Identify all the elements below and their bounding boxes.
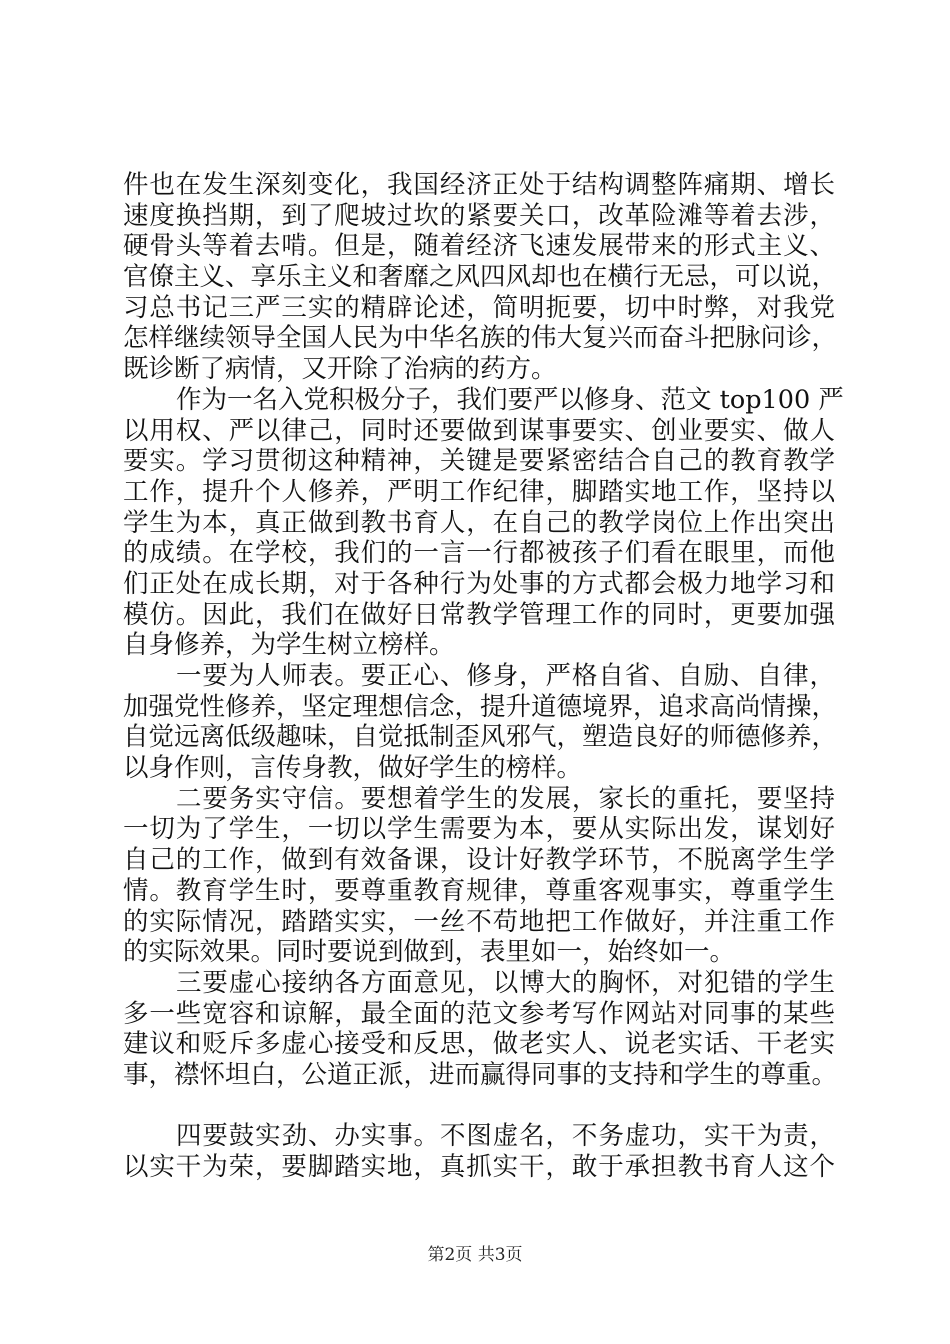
text-line: 习总书记三严三实的精辟论述，简明扼要，切中时弊，对我党 <box>123 292 835 323</box>
text-line: 硬骨头等着去啃。但是，随着经济飞速发展带来的形式主义、 <box>123 231 835 262</box>
document-body <box>123 170 844 1183</box>
text-line: 建议和贬斥多虚心接受和反思，做老实人、说老实话、干老实 <box>123 1029 835 1060</box>
text-line: 的实际情况，踏踏实实，一丝不苟地把工作做好，并注重工作 <box>123 906 835 937</box>
text-line: 二要务实守信。要想着学生的发展，家长的重托，要坚持 <box>176 783 835 814</box>
text-line: 一要为人师表。要正心、修身，严格自省、自励、自律， <box>176 661 835 691</box>
page-footer: 第2页 共3页 <box>427 1245 523 1265</box>
text-line: 自觉远离低级趣味，自觉抵制歪风邪气，塑造良好的师德修养， <box>123 722 838 753</box>
text-line: 的实际效果。同时要说到做到，表里如一，始终如一。 <box>123 937 736 968</box>
text-line: 以用权、严以律己，同时还要做到谋事要实、创业要实、做人 <box>123 415 835 446</box>
text-line: 们正处在成长期，对于各种行为处事的方式都会极力地学习和 <box>123 568 835 599</box>
text-line: 学生为本，真正做到教书育人，在自己的教学岗位上作出突出 <box>123 507 835 538</box>
text-line: 以实干为荣，要脚踏实地，真抓实干，敢于承担教书育人这个 <box>123 1152 835 1182</box>
blank-line <box>123 1091 835 1122</box>
text-line: 既诊断了病情，又开除了治病的药方。 <box>123 354 557 385</box>
text-line: 以身作则，言传身教，做好学生的榜样。 <box>123 753 583 784</box>
text-line: 自己的工作，做到有效备课，设计好教学环节，不脱离学生学 <box>123 845 835 876</box>
text-line: 速度换挡期，到了爬坡过坎的紧要关口，改革险滩等着去涉， <box>123 200 835 231</box>
text-line: 模仿。因此，我们在做好日常教学管理工作的同时，更要加强 <box>123 599 835 630</box>
text-line: 自身修养，为学生树立榜样。 <box>123 630 455 661</box>
text-line: 要实。学习贯彻这种精神，关键是要紧密结合自己的教育教学 <box>123 446 835 477</box>
text-line: 件也在发生深刻变化，我国经济正处于结构调整阵痛期、增长 <box>123 170 835 200</box>
text-line: 官僚主义、享乐主义和奢靡之风四风却也在横行无忌，可以说， <box>123 262 838 293</box>
text-line: 工作，提升个人修养，严明工作纪律，脚踏实地工作，坚持以 <box>123 476 835 507</box>
text-line: 作为一名入党积极分子，我们要严以修身、范文 top100 严 <box>176 384 844 415</box>
text-line: 怎样继续领导全国人民为中华名族的伟大复兴而奋斗把脉问诊， <box>123 323 838 354</box>
text-line: 一切为了学生，一切以学生需要为本，要从实际出发，谋划好 <box>123 814 835 845</box>
text-line: 的成绩。在学校，我们的一言一行都被孩子们看在眼里，而他 <box>123 538 835 569</box>
text-line: 多一些宽容和谅解，最全面的范文参考写作网站对同事的某些 <box>123 998 835 1029</box>
text-line: 加强党性修养，坚定理想信念，提升道德境界，追求高尚情操， <box>123 691 838 722</box>
text-line: 事，襟怀坦白，公道正派，进而赢得同事的支持和学生的尊重。 <box>123 1059 838 1090</box>
text-line: 情。教育学生时，要尊重教育规律，尊重客观事实，尊重学生 <box>123 875 835 906</box>
text-line: 三要虚心接纳各方面意见，以博大的胸怀，对犯错的学生 <box>176 967 835 998</box>
text-line: 四要鼓实劲、办实事。不图虚名，不务虚功，实干为责， <box>176 1121 835 1152</box>
